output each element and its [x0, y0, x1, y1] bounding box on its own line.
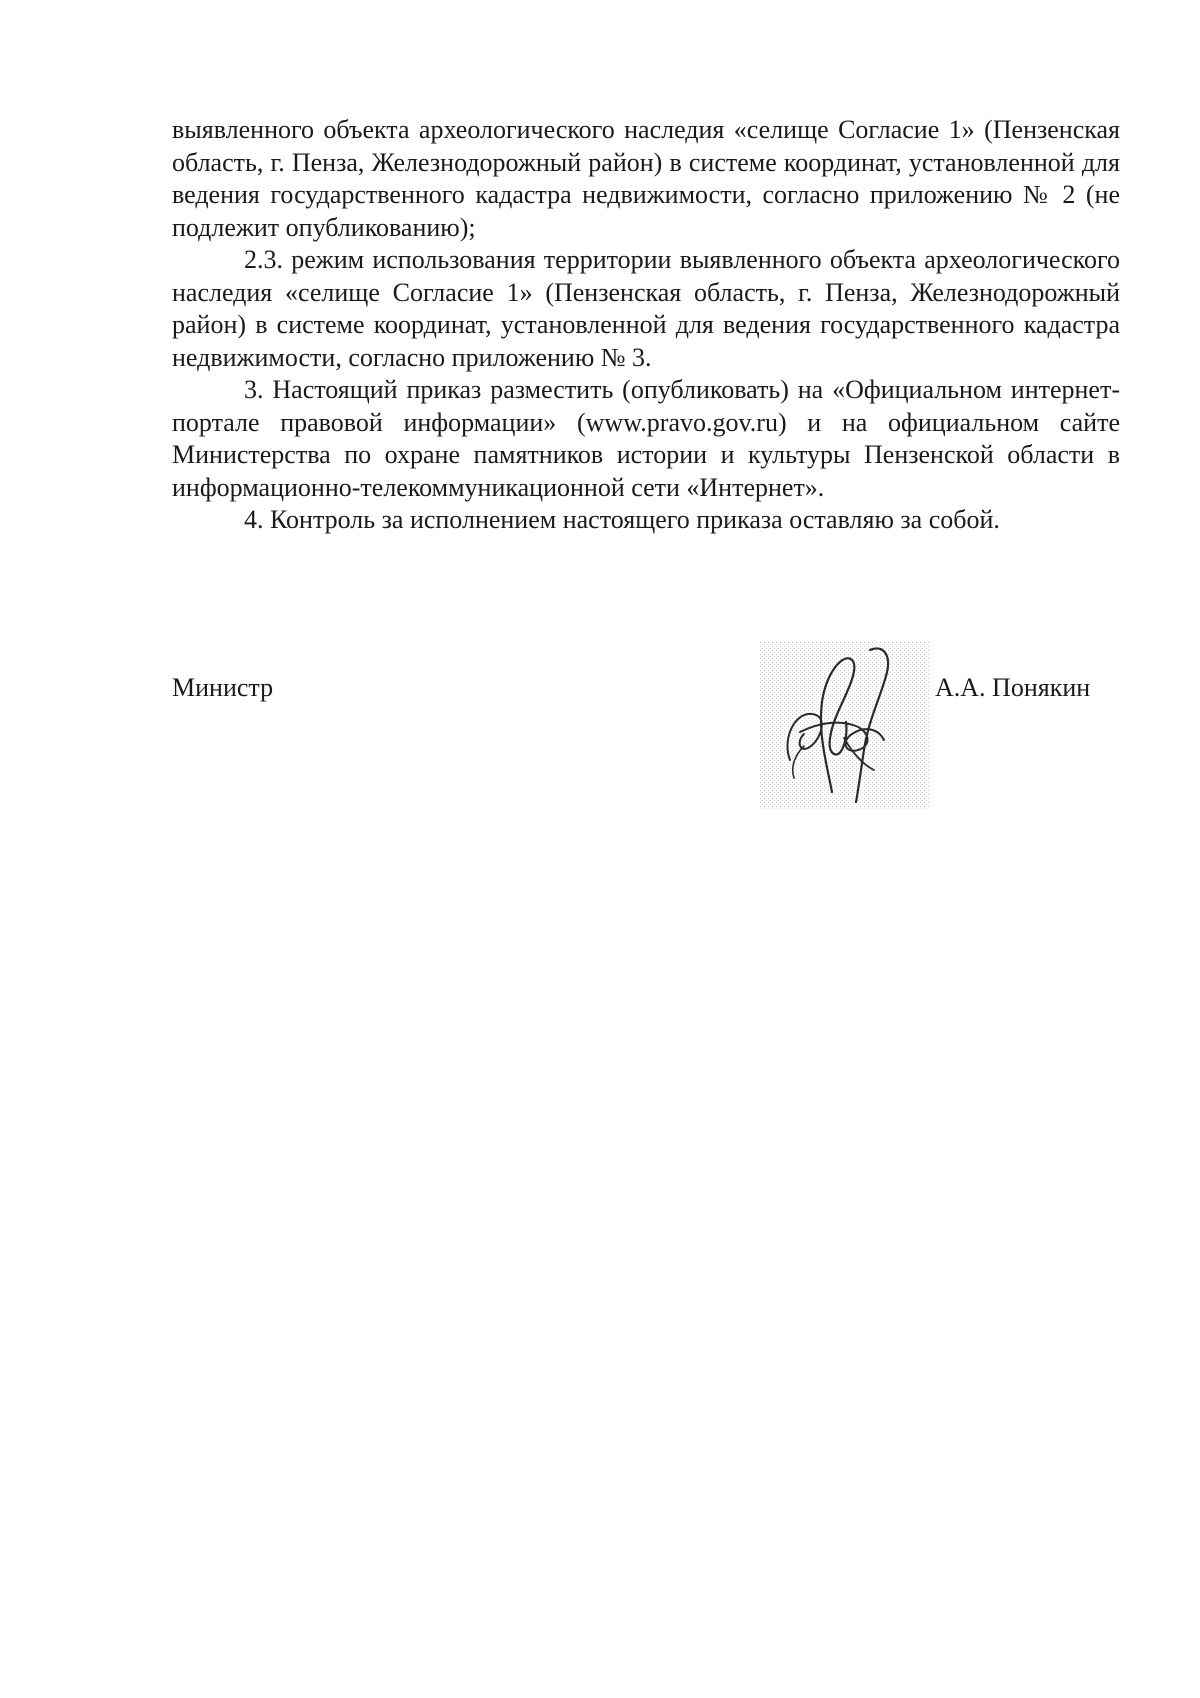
paragraph-item-2-3: 2.3. режим использования территории выявленного объекта археологического наследия «селище Согласие 1» (Пензенская область, г. Пенза, Железнодорожный район) в системе координат, установленной для ведения государственного кадастра недвижимости, согласно приложению № 3. — [172, 245, 1120, 372]
paragraph-item-3: 3. Настоящий приказ разместить (опубликовать) на «Официальном интернет-портале правовой информации» (www.pravo.gov.ru) и на официальном сайте Министерства по охране памятников истории и культуры Пензенской области в информационно-телекоммуникационной сети «Интернет». — [172, 375, 1120, 502]
signature-icon — [760, 642, 930, 810]
signatory-name: А.А. Понякин — [935, 673, 1091, 702]
paragraph-item-4: 4. Контроль за исполнением настоящего приказа оставляю за собой. — [244, 505, 1000, 534]
signatory-title: Министр — [172, 673, 274, 702]
document-body — [172, 114, 1120, 537]
paragraph-continuation: выявленного объекта археологического наследия «селище Согласие 1» (Пензенская область, г. Пенза, Железнодорожный район) в системе координат, установленной для ведения государственного кадастра недвижимости, согласно приложению № 2 (не подлежит опубликованию); — [172, 115, 1120, 242]
